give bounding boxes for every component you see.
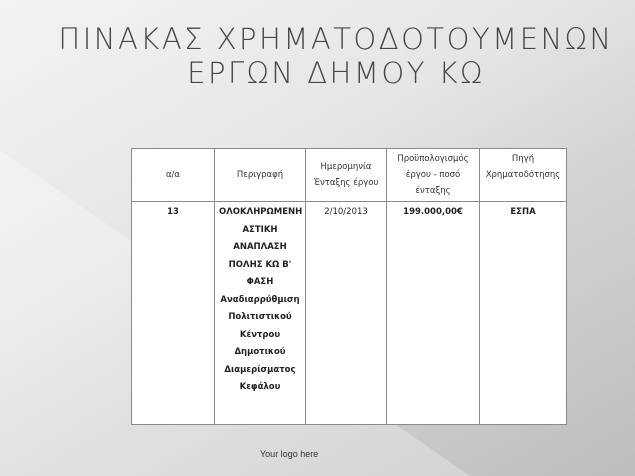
table-header-row [132,149,567,202]
table-row [132,202,567,425]
header-source: Πηγή Χρηματοδότησης [480,149,567,202]
title-line-2: ΕΡΓΩΝ ΔΗΜΟΥ ΚΩ [187,56,485,90]
header-budget: Προϋπολογισμός έργου - ποσό ένταξης [387,149,480,202]
cell-source: ΕΣΠΑ [480,202,567,425]
cell-date: 2/10/2013 [306,202,387,425]
header-aa: α/α [132,149,215,202]
header-date: Ημερομηνία Ένταξης έργου [306,149,387,202]
cell-budget: 199.000,00€ [387,202,480,425]
title-line-1: ΠΙΝΑΚΑΣ ΧΡΗΜΑΤΟΔΟΤΟΥΜΕΝΩΝ [58,22,614,56]
cell-aa: 13 [132,202,215,425]
header-description: Περιγραφή [215,149,306,202]
projects-table [131,148,567,425]
footer-logo-placeholder: Your logo here [260,449,319,459]
slide-title [0,22,635,90]
cell-description: ΟΛΟΚΛΗΡΩΜΕΝΗ ΑΣΤΙΚΗ ΑΝΑΠΛΑΣΗ ΠΟΛΗΣ ΚΩ Β' ΦΑΣΗ Αναδιαρρύθμιση Πολιτιστικού Κέντρου Δημοτικού Διαμερίσματος Κεφάλου [215,202,306,425]
